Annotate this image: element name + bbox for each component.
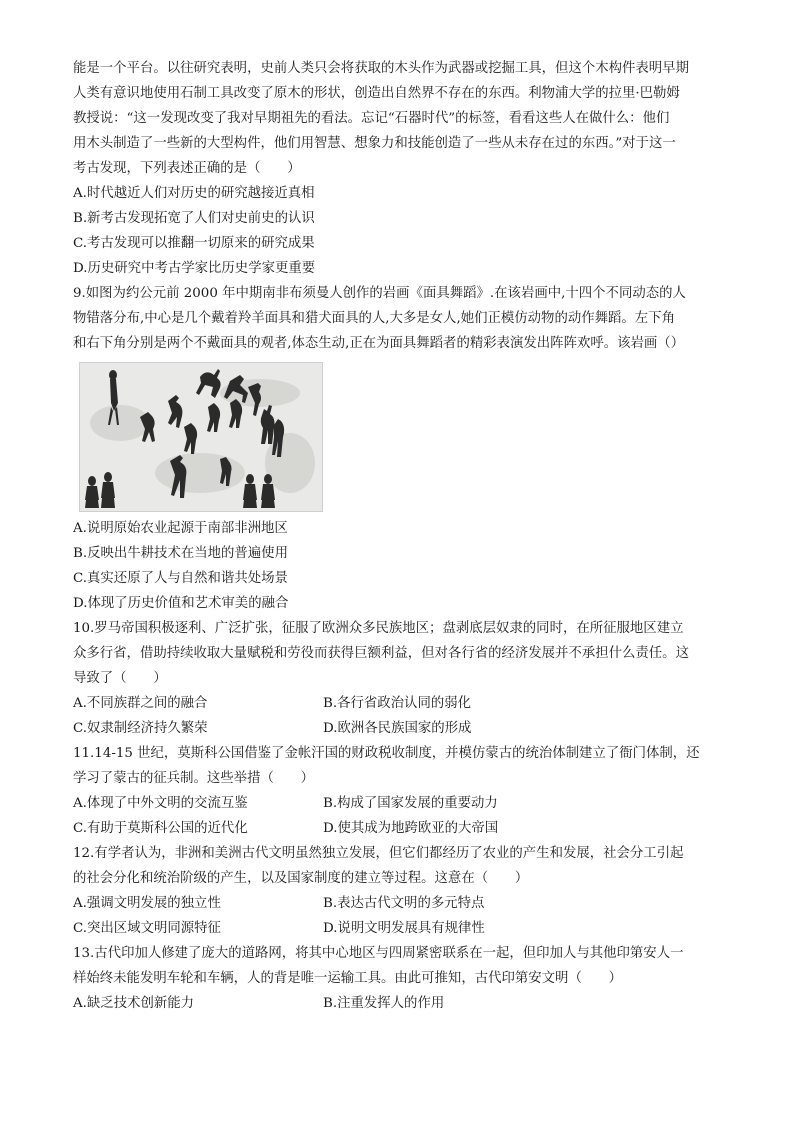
question-13 — [73, 941, 723, 1016]
option-c: C.有助于莫斯科公国的近代化 — [73, 821, 248, 836]
option-a: A.时代越近人们对历史的研究越接近真相 — [73, 186, 315, 201]
option-c: C.考古发现可以推翻一切原来的研究成果 — [73, 236, 315, 251]
option-d: D.欧洲各民族国家的形成 — [323, 721, 472, 736]
question-text-line: 12.有学者认为，非洲和美洲古代文明虽然独立发展，但它们都经历了农业的产生和发展，社会分工引起 — [73, 846, 684, 861]
question-text-line: 用木头制造了一些新的大型构件，他们用智慧、想象力和技能创造了一些从未存在过的东西。”对于这一 — [73, 136, 676, 151]
option-c: C.突出区域文明同源特征 — [73, 921, 221, 936]
question-11 — [73, 741, 723, 841]
question-8-tail — [73, 56, 723, 281]
question-text-line: 考古发现，下列表述正确的是（ ） — [73, 161, 301, 176]
question-text-line: 和右下角分别是两个不戴面具的观者,体态生动,正在为面具舞蹈者的精彩表演发出阵阵欢呼。该岩画（） — [73, 336, 685, 351]
option-row — [73, 916, 723, 941]
option-a: A.说明原始农业起源于南部非洲地区 — [73, 521, 288, 536]
rock-painting-image — [79, 362, 323, 512]
option-b: B.注重发挥人的作用 — [323, 996, 445, 1011]
option-row — [73, 716, 723, 741]
option-b: B.构成了国家发展的重要动力 — [323, 796, 498, 811]
question-text-line: 样始终未能发明车轮和车辆，人的背是唯一运输工具。由此可推知，古代印第安文明（ ） — [73, 971, 623, 986]
option-b: B.表达古代文明的多元特点 — [323, 896, 485, 911]
option-c: C.真实还原了人与自然和谐共处场景 — [73, 571, 288, 586]
question-text-line: 导致了（ ） — [73, 671, 167, 686]
exam-page — [73, 56, 723, 1016]
option-row — [73, 991, 723, 1016]
option-a: A.缺乏技术创新能力 — [73, 996, 195, 1011]
question-text-line: 人类有意识地使用石制工具改变了原木的形状，创造出自然界不存在的东西。利物浦大学的拉里·巴勒姆 — [73, 86, 680, 101]
option-d: D.使其成为地跨欧亚的大帝国 — [323, 821, 499, 836]
question-text-line: 9.如图为约公元前 2000 年中期南非布须曼人创作的岩画《面具舞蹈》.在该岩画中,十四个不同动态的人 — [73, 286, 686, 301]
question-text-line: 能是一个平台。以往研究表明，史前人类只会将获取的木头作为武器或挖掘工具，但这个木构件表明早期 — [73, 61, 689, 76]
option-row — [73, 691, 723, 716]
option-d: D.历史研究中考古学家比历史学家更重要 — [73, 261, 316, 276]
option-a: A.强调文明发展的独立性 — [73, 896, 221, 911]
question-text-line: 众多行省，借助持续收取大量赋税和劳役而获得巨额利益，但对各行省的经济发展并不承担什么责任。这 — [73, 646, 689, 661]
question-text-line: 学习了蒙古的征兵制。这些举措（ ） — [73, 771, 315, 786]
option-b: B.各行省政治认同的弱化 — [323, 696, 472, 711]
option-d: D.说明文明发展具有规律性 — [323, 921, 485, 936]
option-row — [73, 816, 723, 841]
option-d: D.体现了历史价值和艺术审美的融合 — [73, 596, 289, 611]
option-b: B.反映出牛耕技术在当地的普遍使用 — [73, 546, 288, 561]
question-12 — [73, 841, 723, 941]
question-text-line: 物错落分布,中心是几个戴着羚羊面具和猎犬面具的人,大多是女人,她们正模仿动物的动作舞蹈。左下角 — [73, 311, 675, 326]
question-text-line: 教授说：“这一发现改变了我对早期祖先的看法。忘记“石器时代”的标签，看看这些人在做什么：他们 — [73, 111, 670, 126]
option-row — [73, 791, 723, 816]
question-text-line: 13.古代印加人修建了庞大的道路网，将其中心地区与四周紧密联系在一起，但印加人与其他印第安人一 — [73, 946, 684, 961]
option-a: A.体现了中外文明的交流互鉴 — [73, 796, 248, 811]
question-9 — [73, 281, 723, 616]
option-c: C.奴隶制经济持久繁荣 — [73, 721, 208, 736]
question-text-line: 的社会分化和统治阶级的产生，以及国家制度的建立等过程。这意在（ ） — [73, 871, 529, 886]
question-text-line: 10.罗马帝国积极逐利、广泛扩张，征服了欧洲众多民族地区；盘剥底层奴隶的同时，在所征服地区建立 — [73, 621, 684, 636]
option-b: B.新考古发现拓宽了人们对史前史的认识 — [73, 211, 315, 226]
question-10 — [73, 616, 723, 741]
question-text-line: 11.14-15 世纪，莫斯科公国借鉴了金帐汗国的财政税收制度，并模仿蒙古的统治体制建立了衙门体制，还 — [73, 746, 700, 761]
option-a: A.不同族群之间的融合 — [73, 696, 208, 711]
option-row — [73, 891, 723, 916]
